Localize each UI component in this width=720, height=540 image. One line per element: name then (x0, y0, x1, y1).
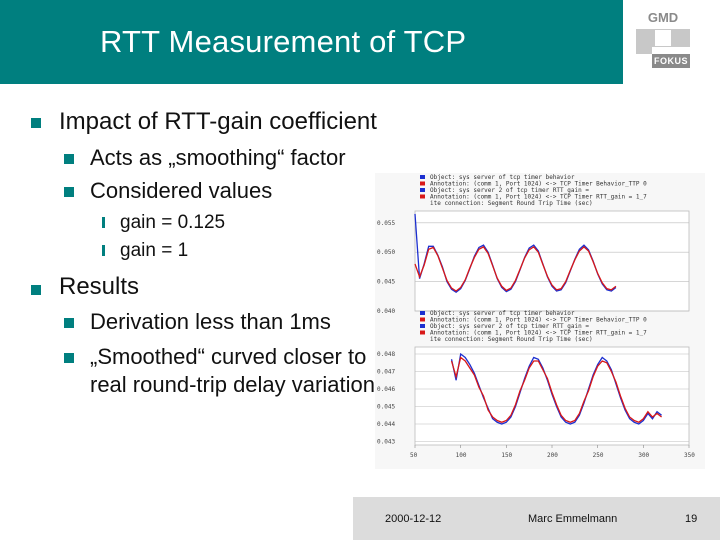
logo-square (636, 47, 652, 54)
legend-swatch (420, 311, 425, 315)
logo-square (672, 29, 690, 47)
bullet-square-icon (64, 187, 74, 197)
legend-swatch (420, 188, 425, 192)
legend-entry: Object: sys server 2 of tcp timer RTT_gain = (430, 187, 589, 194)
legend-entry: Annotation: (comm 1, Port 1024) <-> TCP Timer RTT_gain = 1_7 (430, 193, 647, 201)
gmd-fokus-logo (636, 9, 690, 69)
y-tick-label: 0.055 (377, 219, 396, 227)
legend-swatch (420, 195, 425, 199)
legend-entry: ite connection: Segment Round Trip Time (sec) (430, 336, 593, 343)
legend-entry: Object: sys server of tcp timer behavior (430, 310, 575, 317)
logo-top-text: GMD (647, 10, 679, 25)
bullet-square-icon (64, 154, 74, 164)
legend-entry: Object: sys server 2 of tcp timer RTT_gain = (430, 323, 589, 330)
bullet-results: Results (59, 273, 140, 300)
footer-author: Marc Emmelmann (528, 513, 618, 525)
bullet-square-icon (64, 353, 74, 363)
legend-entry: Annotation: (comm 1, Port 1024) <-> TCP Timer Behavior_TTP 0 (430, 316, 647, 324)
logo-bottom-text: FOKUS (654, 56, 688, 66)
legend-entry: Object: sys server of tcp timer behavior (430, 174, 575, 181)
legend-entry: Annotation: (comm 1, Port 1024) <-> TCP Timer RTT_gain = 1_7 (430, 329, 647, 337)
legend-swatch (420, 182, 425, 186)
legend-swatch (420, 318, 425, 322)
bullet-rtt-gain: Impact of RTT-gain coefficient (59, 108, 377, 135)
y-tick-label: 0.050 (377, 249, 396, 257)
footer-page-number: 19 (685, 513, 698, 525)
bullet-gain-0125: gain = 0.125 (120, 212, 226, 233)
legend-swatch (420, 175, 425, 179)
logo-square (636, 29, 654, 47)
x-tick-label: 250 (592, 452, 604, 459)
bullet-square-icon (31, 118, 41, 128)
y-tick-label: 0.048 (377, 351, 396, 358)
legend-entry: Annotation: (comm 1, Port 1024) <-> TCP Timer Behavior_TTP 0 (430, 180, 647, 188)
bullet-bar-icon (102, 245, 105, 256)
x-tick-label: 50 (410, 452, 418, 459)
bullet-smoothed-curve: „Smoothed“ curved closer to real round-trip delay variation (90, 344, 375, 397)
legend-swatch (420, 324, 425, 328)
y-tick-label: 0.045 (377, 278, 396, 286)
bullet-smoothing: Acts as „smoothing“ factor (90, 145, 346, 170)
footer-date: 2000-12-12 (385, 513, 442, 525)
logo-square (654, 29, 672, 47)
y-tick-label: 0.040 (377, 308, 396, 315)
x-tick-label: 200 (547, 452, 558, 459)
bullet-square-icon (31, 285, 41, 295)
plot-frame (415, 211, 689, 311)
x-tick-label: 150 (501, 452, 513, 459)
bullet-square-icon (64, 318, 74, 328)
bullet-bar-icon (102, 217, 105, 228)
rtt-charts-svg (375, 173, 705, 469)
rtt-chart-panel (375, 173, 705, 469)
legend-swatch (420, 331, 425, 335)
legend-entry: ite connection: Segment Round Trip Time (sec) (430, 200, 593, 207)
x-tick-label: 350 (684, 452, 695, 459)
y-tick-label: 0.045 (377, 403, 396, 411)
x-tick-label: 300 (638, 452, 650, 459)
bullet-considered-values: Considered values (90, 178, 273, 203)
y-tick-label: 0.047 (377, 368, 396, 376)
bullet-derivation: Derivation less than 1ms (90, 309, 331, 334)
y-tick-label: 0.046 (377, 386, 396, 393)
y-tick-label: 0.044 (377, 421, 396, 428)
y-tick-label: 0.043 (377, 438, 396, 446)
bullet-gain-1: gain = 1 (120, 240, 189, 261)
slide-title: RTT Measurement of TCP (100, 24, 467, 59)
x-tick-label: 100 (455, 452, 467, 459)
